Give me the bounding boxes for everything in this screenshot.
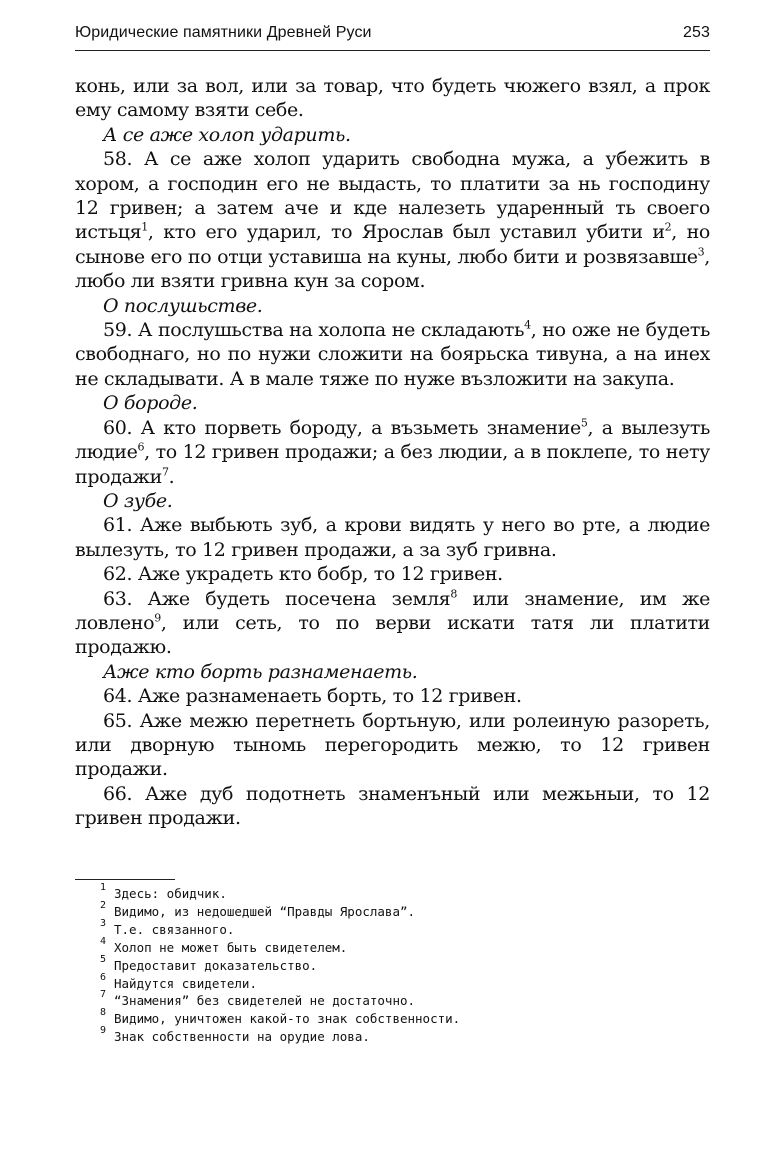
footnote-number: 4: [100, 935, 107, 947]
section-heading: О зубе.: [103, 489, 173, 512]
footnote-text: Видимо, уничтожен какой-то знак собственности.: [114, 1011, 461, 1027]
footnote: [100, 953, 702, 975]
paragraph: 60. А кто порветь бороду, а възьметь знамение$^5$, а вылезуть людие$^6$, то 12 гривен продажи; а без людии, а в поклепе, то нету продажи$^7$.: [75, 416, 710, 488]
footnote-text: “Знамения” без свидетелей не достаточно.: [114, 993, 416, 1009]
paragraph: 63. Аже будеть посечена земля$^8$ или знамение, им же ловлено$^9$, или сеть, то по верви искати татя ли платити продажю.: [75, 587, 710, 659]
footnote-number: 2: [100, 899, 107, 911]
footnote-text: Найдутся свидетели.: [114, 975, 257, 991]
paragraph: 62. Аже украдеть кто бобр, то 12 гривен.: [103, 563, 503, 586]
paragraph: 59. А послушьства на холопа не складають$^4$, но оже не будеть свободнаго, но по нужи сложити на боярьска тивуна, а на инех не складывати. А в мале тяже по нуже възложити на закупа.: [75, 318, 710, 390]
footnote-text: Знак собственности на орудие лова.: [114, 1029, 370, 1045]
paragraph: 64. Аже разнаменаеть борть, то 12 гривен.: [103, 685, 522, 708]
footnote: [100, 882, 702, 903]
footnote: [100, 989, 702, 1010]
footnote-number: 9: [100, 1025, 107, 1037]
paragraph: 66. Аже дуб подотнеть знаменъный или межьныи, то 12 гривен продажи.: [75, 782, 710, 830]
footnotes: [100, 882, 702, 1046]
footnote-text: Т.е. связанного.: [114, 921, 235, 937]
footnote-text: Видимо, из недошедшей “Правды Ярослава”.: [114, 903, 416, 919]
footnote-number: 5: [100, 953, 107, 965]
footnote: [100, 971, 702, 993]
footnote-number: 6: [100, 971, 107, 983]
paragraph: 58. А се аже холоп ударить свободна мужа, а убежить в хором, а господин его не выдасть, то платити за нь господину 12 гривен; а затем аче и кде налезеть ударенный ть своего истьця$^1$, кто его ударил, то Ярослав был уставил убити $и^2$, но сынове его по отци уставиша на куны, любо бити и розвязавше$^3$, любо ли взяти гривна кун за сором.: [75, 148, 710, 293]
section-heading: Аже кто борть разнаменаеть.: [103, 660, 418, 683]
section-heading: А се аже холоп ударить.: [103, 123, 351, 146]
footnote: [100, 1025, 702, 1046]
footnote-divider: [75, 879, 175, 880]
footnote-text: Здесь: обидчик.: [114, 886, 227, 901]
page-number: 253: [683, 24, 710, 41]
footnote: [100, 917, 702, 939]
section-heading: О бороде.: [103, 392, 198, 415]
running-title: Юридические памятники Древней Руси: [75, 24, 372, 41]
footnote-number: 8: [100, 1007, 107, 1019]
footnote-number: 1: [100, 882, 107, 893]
section-heading: О послушьстве.: [103, 294, 263, 317]
footnote-text: Предоставит доказательство.: [114, 957, 318, 973]
footnote: [100, 899, 702, 921]
footnote-number: 3: [100, 917, 107, 929]
footnote-number: 7: [100, 989, 107, 1001]
footnote-text: Холоп не может быть свидетелем.: [114, 939, 348, 955]
running-header: [75, 22, 710, 51]
footnote: [100, 1007, 702, 1028]
paragraph: 61. Аже выбьють зуб, а крови видять у него во рте, а людие вылезуть, то 12 гривен продажи, а за зуб гривна.: [75, 514, 710, 561]
main-text: [75, 74, 710, 831]
paragraph: 65. Аже межю перетнеть бортьную, или ролеиную разореть, или дворную тыномь перегородить межю, то 12 гривен продажи.: [75, 709, 710, 781]
paragraph: конь, или за вол, или за товар, что будеть чюжего взял, а прок ему самому взяти себе.: [75, 75, 710, 122]
footnote: [100, 935, 702, 957]
